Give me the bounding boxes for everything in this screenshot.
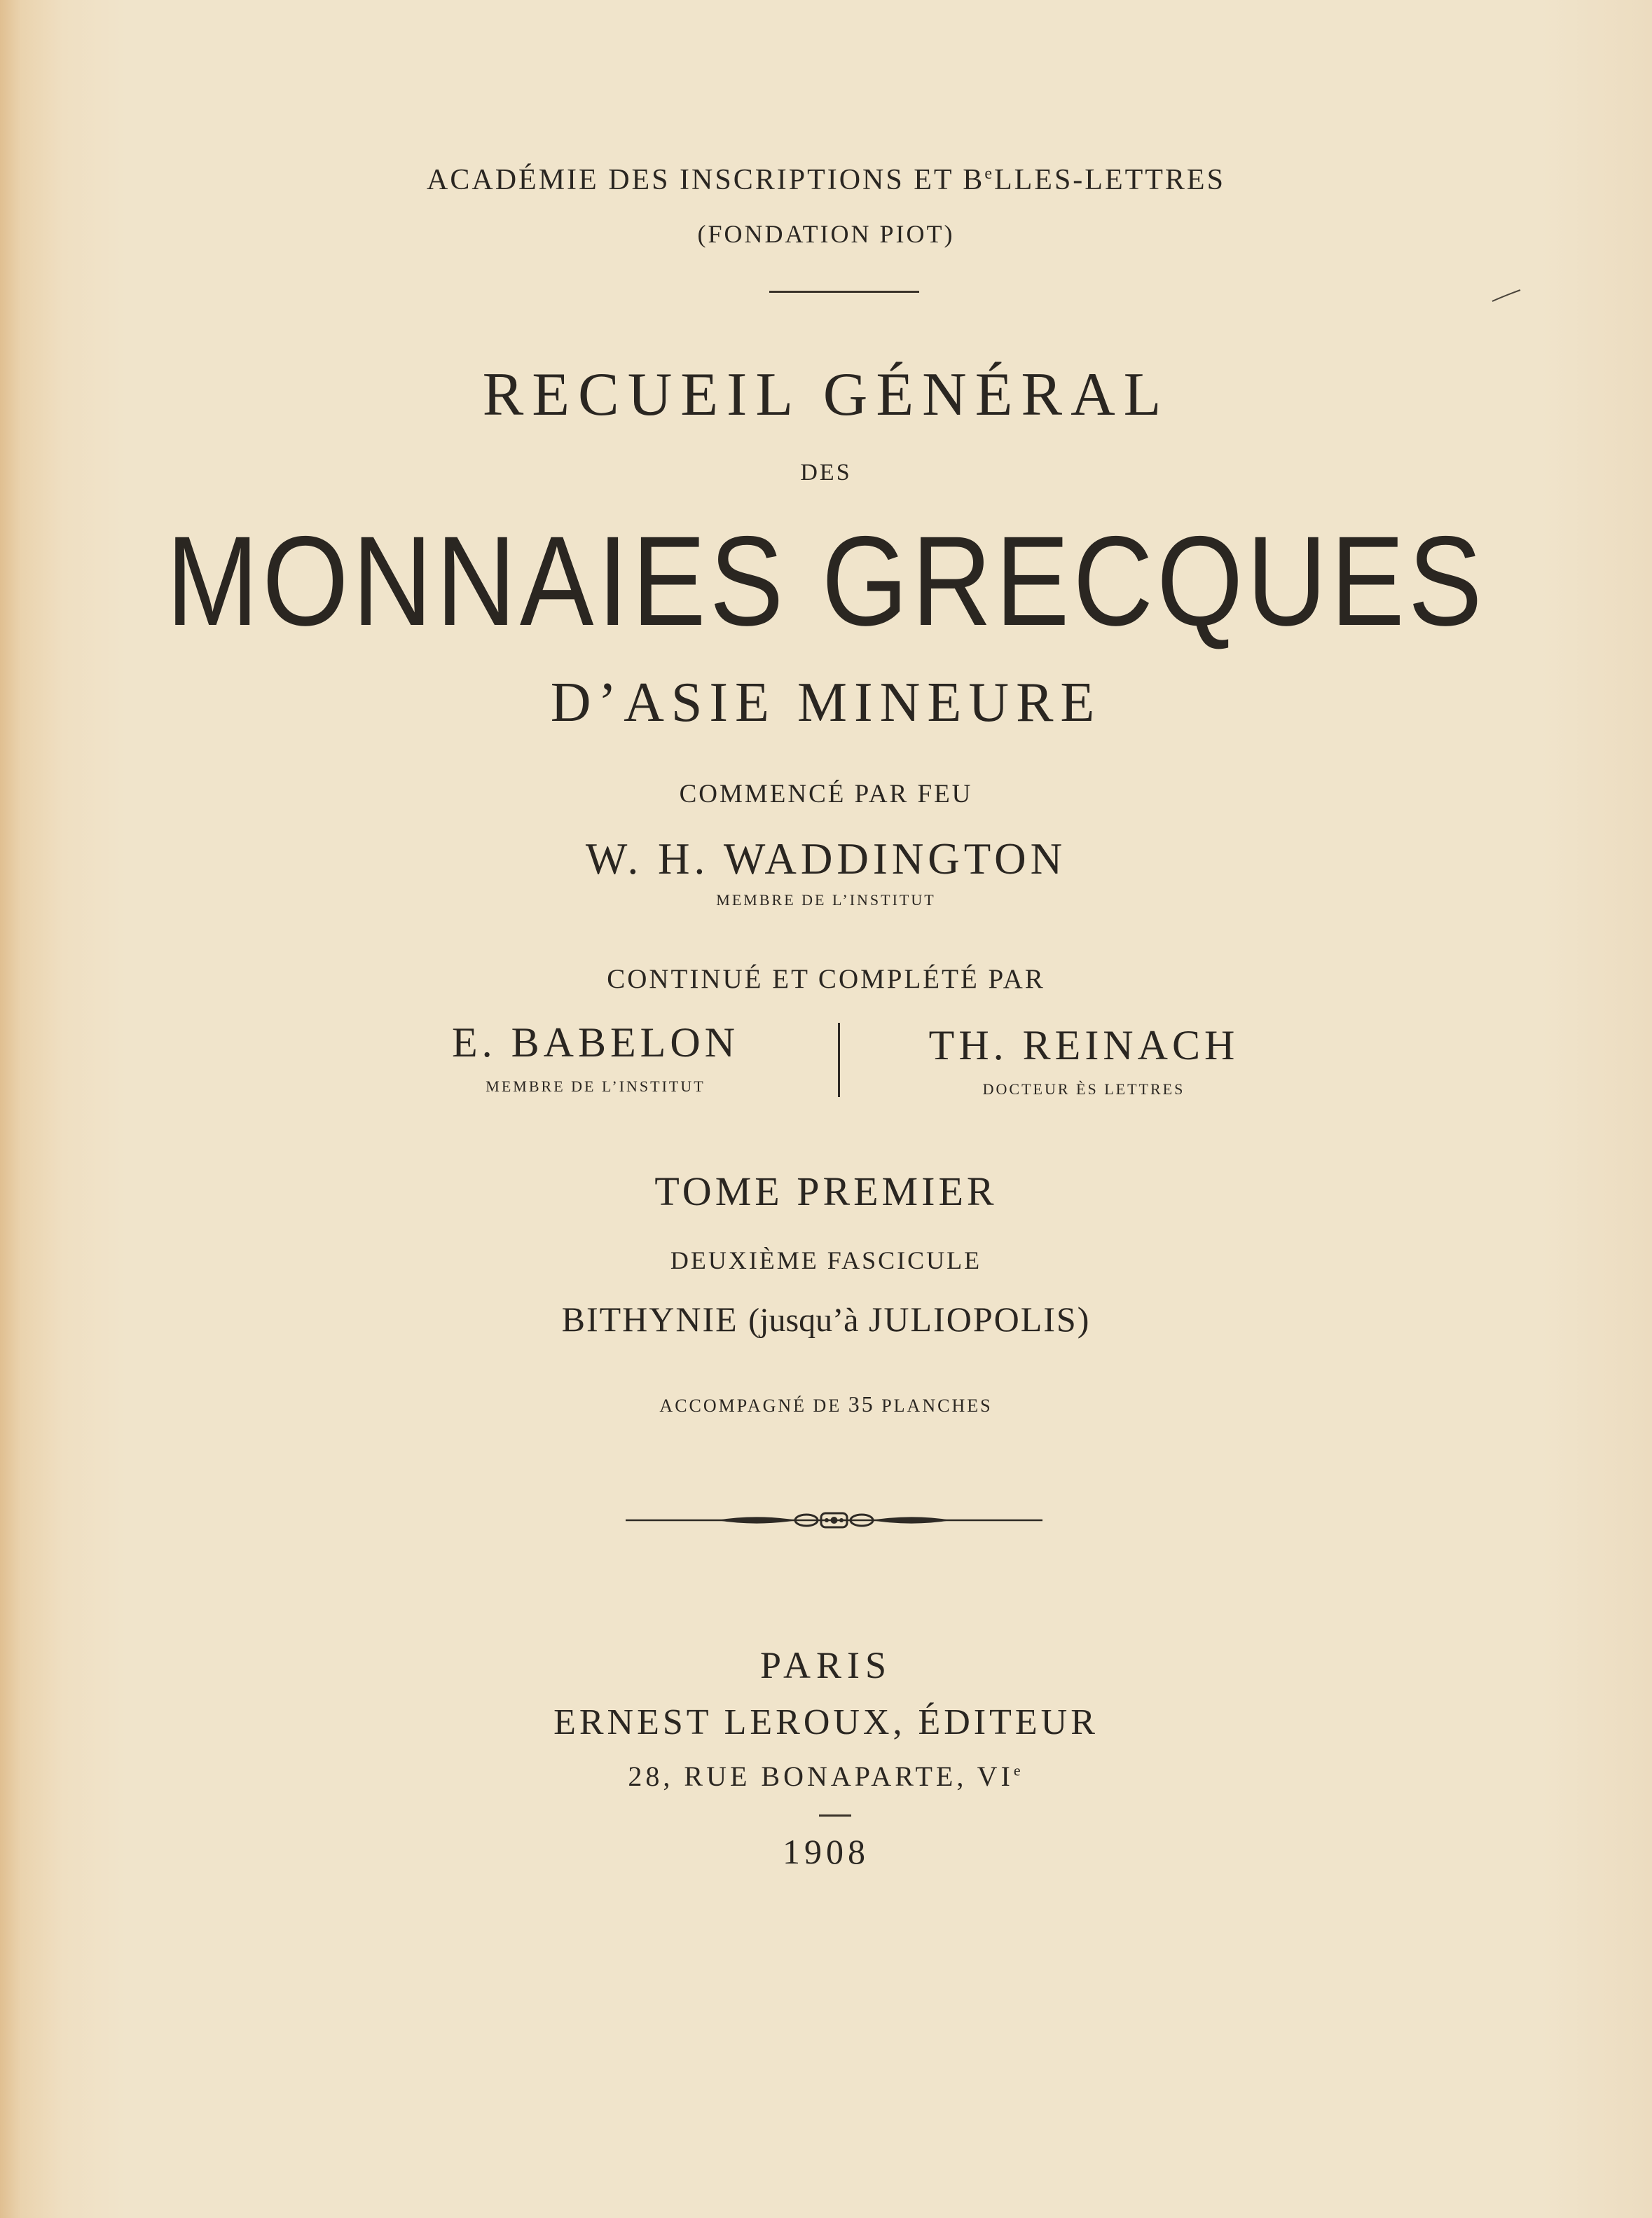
imprint-divider bbox=[819, 1814, 851, 1817]
academy-name: ACADÉMIE DES INSCRIPTIONS ET $B^eLLES$-LETTRES bbox=[427, 164, 1225, 196]
title-main: MONNAIES GRECQUES bbox=[166, 509, 1486, 652]
begun-by-label: COMMENCÉ PAR FEU bbox=[679, 780, 973, 808]
header-divider bbox=[769, 291, 919, 293]
title-line-1: RECUEIL GÉNÉRAL bbox=[482, 361, 1170, 429]
title-line-4: D’ASIE MINEURE bbox=[550, 672, 1102, 733]
author-name: E. BABELON bbox=[452, 1019, 739, 1066]
author-title: DOCTEUR ÈS LETTRES bbox=[982, 1080, 1185, 1098]
imprint-year: 1908 bbox=[783, 1832, 869, 1871]
volume-subject: BITHYNIE (jusqu’à JULIOPOLIS) bbox=[561, 1300, 1091, 1339]
first-author-title: MEMBRE DE L’INSTITUT bbox=[716, 891, 936, 909]
foundation-name: (FONDATION PIOT) bbox=[697, 220, 955, 248]
author-reinach bbox=[926, 1024, 1241, 1097]
pencil-mark-icon bbox=[1491, 289, 1522, 304]
plates-note: ACCOMPAGNÉ DE 35 PLANCHES bbox=[659, 1391, 993, 1417]
continued-by-label: CONTINUÉ ET COMPLÉTÉ PAR bbox=[607, 964, 1045, 994]
ornament-divider-icon bbox=[626, 1506, 1042, 1534]
imprint-address: 28, RUE BONAPARTE, VIe bbox=[628, 1761, 1024, 1792]
imprint-city: PARIS bbox=[759, 1644, 893, 1686]
author-title: MEMBRE DE L’INSTITUT bbox=[486, 1077, 705, 1095]
first-author-name: W. H. WADDINGTON bbox=[585, 834, 1067, 883]
author-babelon bbox=[434, 1021, 757, 1094]
title-line-2: DES bbox=[800, 460, 852, 485]
imprint-publisher: ERNEST LEROUX, ÉDITEUR bbox=[553, 1702, 1099, 1742]
fascicle-label: DEUXIÈME FASCICULE bbox=[670, 1246, 982, 1274]
author-divider bbox=[838, 1023, 840, 1097]
volume-title: TOME PREMIER bbox=[654, 1169, 998, 1214]
author-name: TH. REINACH bbox=[928, 1022, 1239, 1068]
